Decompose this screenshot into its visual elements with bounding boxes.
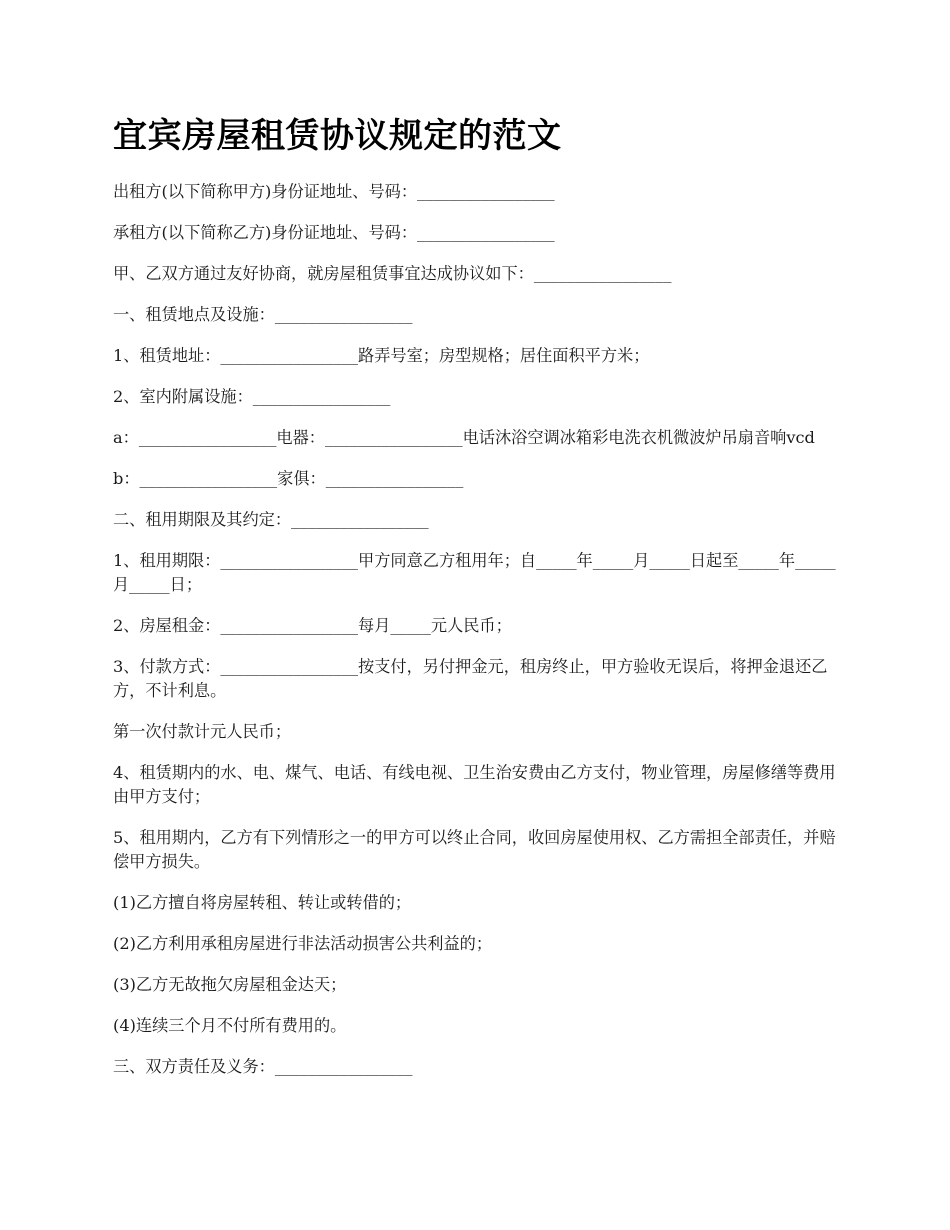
list-item-sublet: (1)乙方擅自将房屋转租、转让或转借的； (113, 893, 412, 912)
paragraph-lessor: 出租方(以下简称甲方)身份证地址、号码：_________________ (113, 182, 555, 201)
section-heading-responsibilities: 三、双方责任及义务：_________________ (113, 1057, 413, 1076)
paragraph-rent: 2、房屋租金：_________________每月_____元人民币； (113, 616, 512, 635)
paragraph-first-payment: 第一次付款计元人民币； (113, 722, 292, 741)
paragraph-facilities: 2、室内附属设施：_________________ (113, 387, 391, 406)
list-item-rent-arrears: (3)乙方无故拖欠房屋租金达天； (113, 975, 347, 994)
document-body (113, 112, 839, 1096)
paragraph-utilities: 4、租赁期内的水、电、煤气、电话、有线电视、卫生治安费由乙方支付，物业管理，房屋修缮等费用由甲方支付； (113, 763, 836, 806)
list-item-unpaid-fees: (4)连续三个月不付所有费用的。 (113, 1016, 347, 1035)
paragraph-termination: 5、租用期内，乙方有下列情形之一的甲方可以终止合同，收回房屋使用权、乙方需担全部责任，并赔偿甲方损失。 (113, 828, 836, 871)
document-title: 宜宾房屋租赁协议规定的范文 (113, 116, 562, 156)
paragraph-lessee: 承租方(以下简称乙方)身份证地址、号码：_________________ (113, 223, 555, 242)
list-item-illegal-use: (2)乙方利用承租房屋进行非法活动损害公共利益的； (113, 934, 493, 953)
paragraph-payment-method: 3、付款方式：_________________按支付，另付押金元，租房终止，甲方验收无误后，将押金退还乙方，不计利息。 (113, 657, 828, 700)
paragraph-furniture: b：_________________家俱：_________________ (113, 469, 464, 488)
section-heading-term: 二、租用期限及其约定：_________________ (113, 510, 429, 529)
paragraph-rental-period: 1、租用期限：_________________甲方同意乙方租用年；自_____年_____月_____日起至_____年_____月_____日； (113, 551, 836, 594)
paragraph-rental-address: 1、租赁地址：_________________路弄号室；房型规格；居住面积平方米； (113, 346, 650, 365)
section-heading-location: 一、租赁地点及设施：_________________ (113, 305, 413, 324)
paragraph-appliances: a：_________________电器：_________________电话沐浴空调冰箱彩电洗衣机微波炉吊扇音响vcd (113, 428, 815, 447)
paragraph-agreement-intro: 甲、乙双方通过友好协商，就房屋租赁事宜达成协议如下：_________________ (113, 264, 672, 283)
